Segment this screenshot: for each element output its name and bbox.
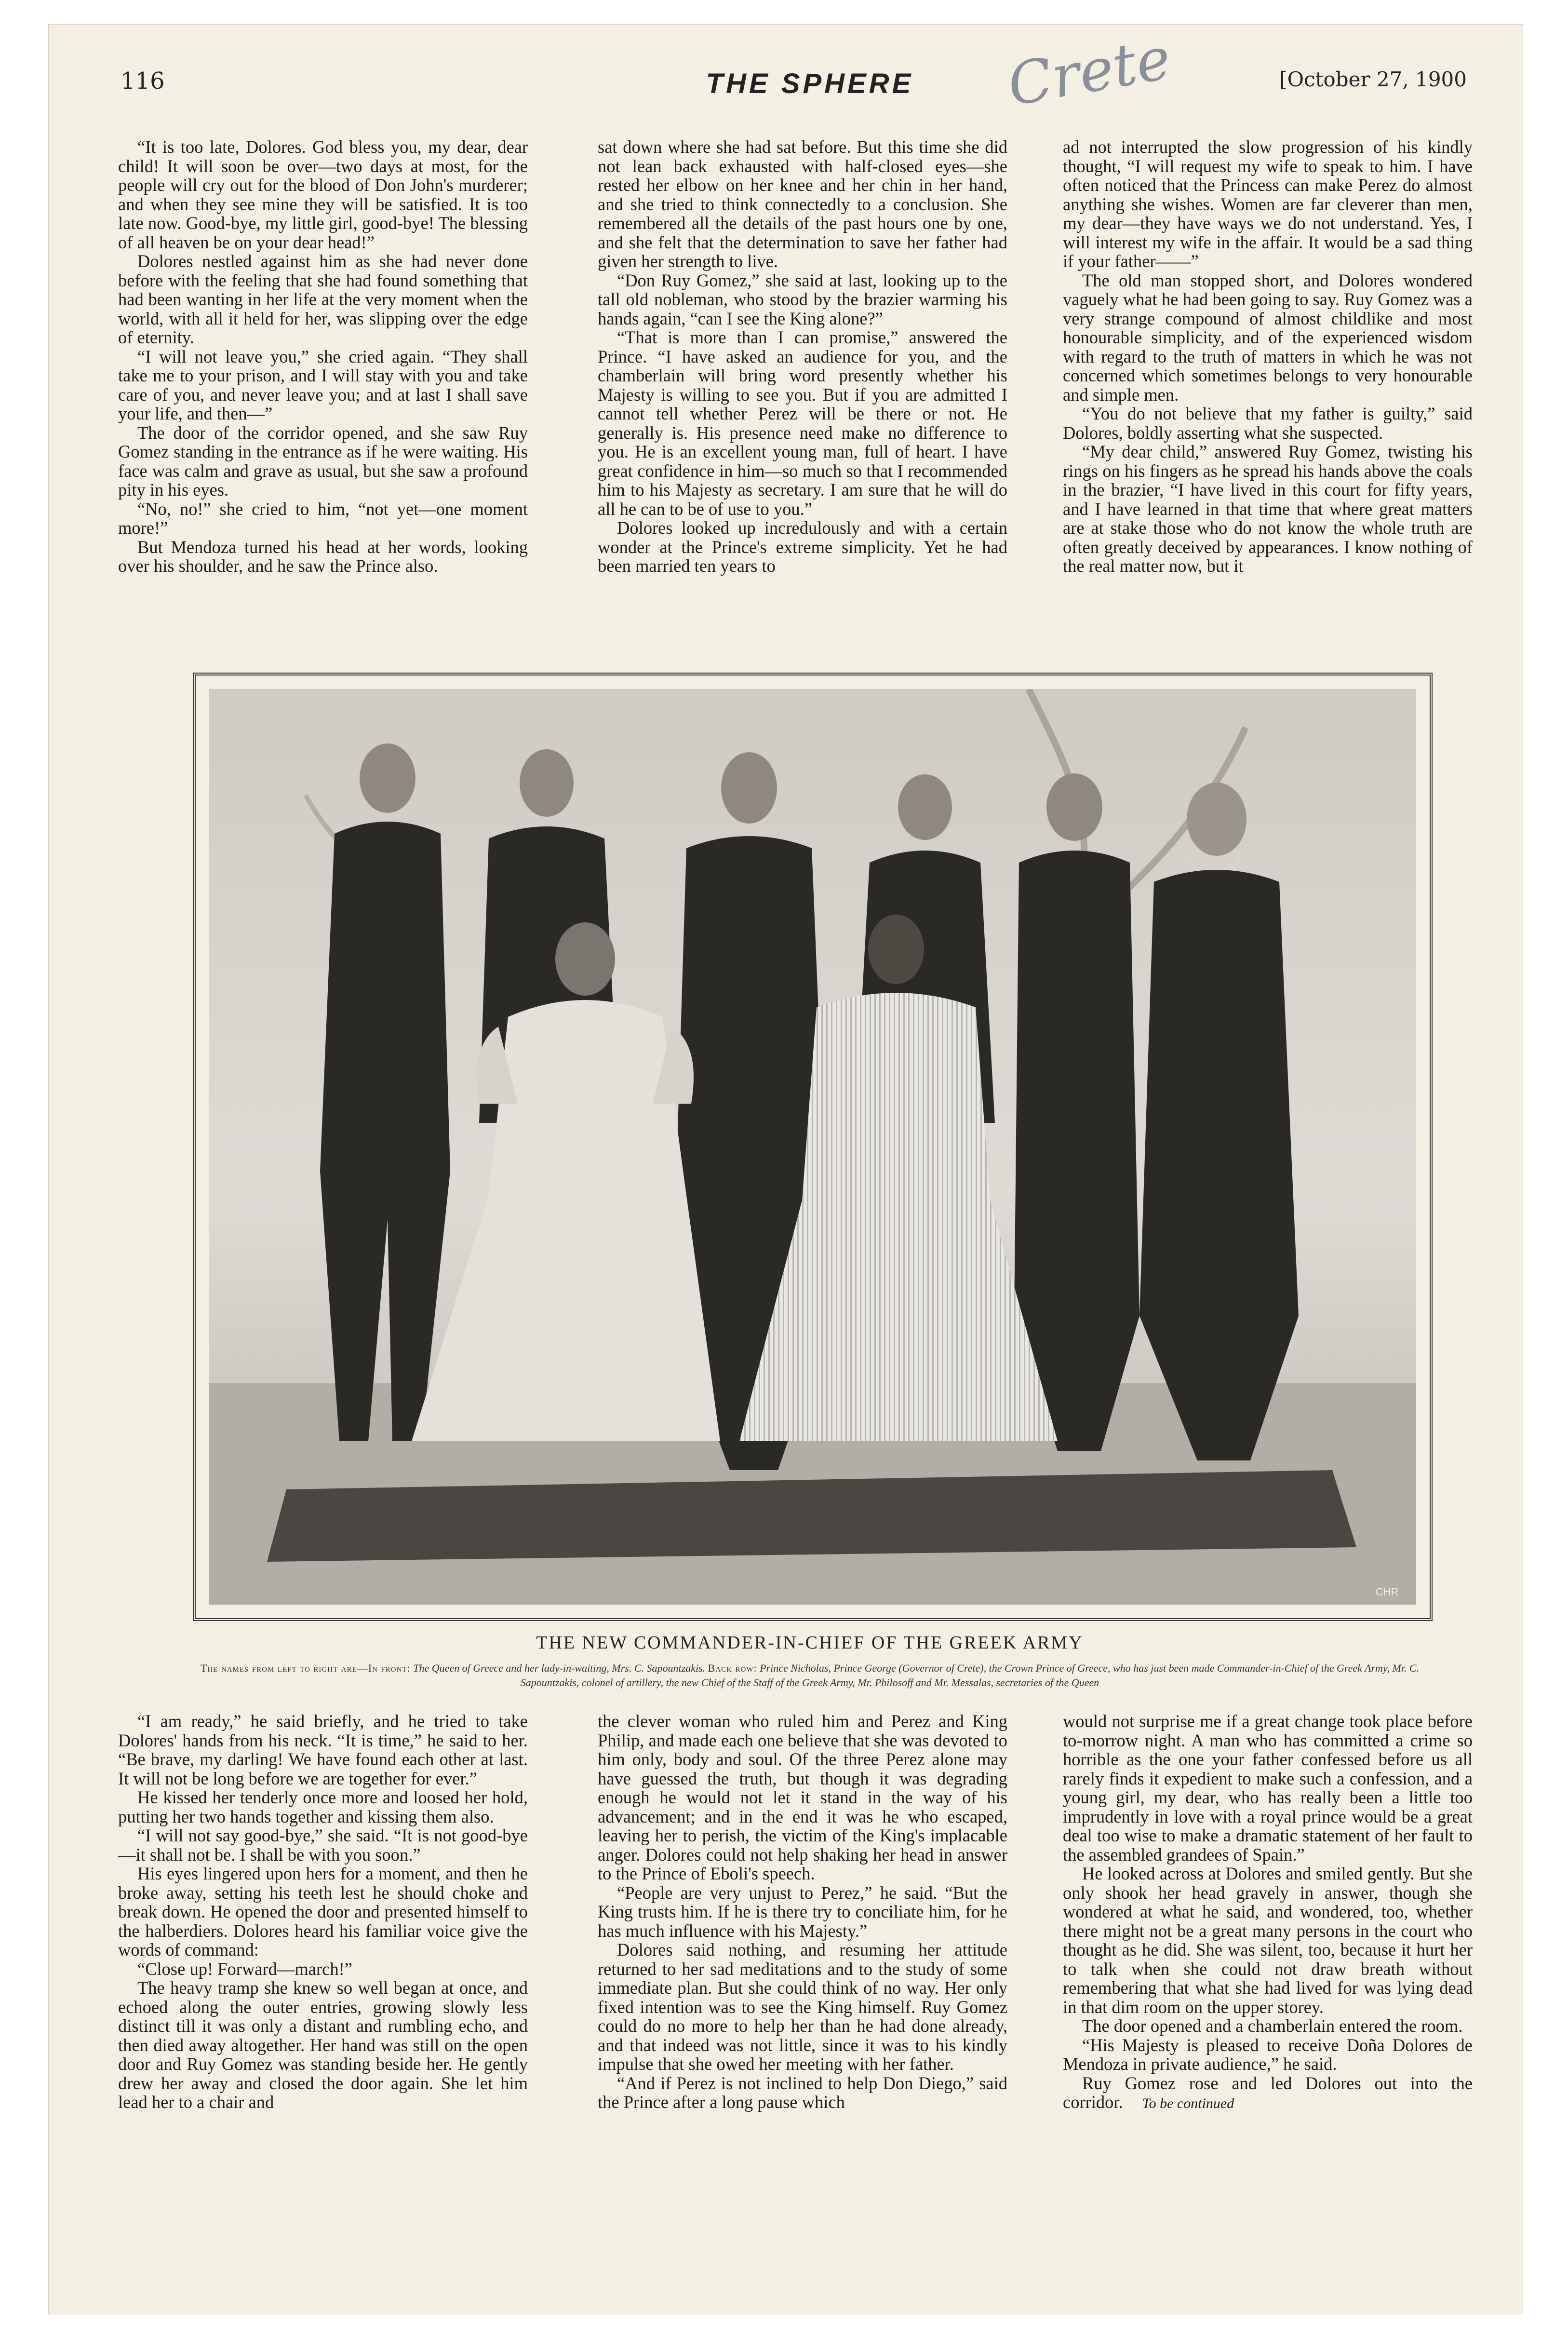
photo-caption (183, 1661, 1436, 1690)
caption-back-row: Prince Nicholas, Prince George (Governor of Crete), the Crown Prince of Greece, who has just been made Commander-in-Chief of the Greek Army, Mr. C. Sapountzakis, colonel of artillery, the new Chief of the Staff of the Greek Army, Mr. Philosoff and Mr. Messalas, secretaries of the Queen (520, 1662, 1420, 1689)
paragraph: “That is more than I can promise,” answered the Prince. “I have asked an audience for you, and the chamberlain will bring word presently whether his Majesty is willing to see you. But if you are admitted I cannot tell whether Perez will be there or not. He generally is. His presence need make no difference to you. He is an excellent young man, full of heart. I have great confidence in him—so much so that I recommended him to his Majesty as secretary. I am sure that he will do all he can to be of use to you.” (598, 327, 1007, 519)
standing-figure (1014, 773, 1139, 1451)
to-be-continued: To be continued (1142, 2095, 1234, 2111)
paragraph: He kissed her tenderly once more and loosed her hold, putting her two hands together and kissing them also. (118, 1787, 528, 1826)
paragraph: “It is too late, Dolores. God bless you, my dear, dear child! It will soon be over—two days at most, for the people will cry out for the blood of Don John's murderer; and when they see mine they will be satisfied. It is too late now. Good-bye, my little girl, good-bye! The blessing of all heaven be on your dear head!” (118, 137, 528, 252)
paragraph: “I am ready,” he said briefly, and he tried to take Dolores' hands from his neck. “It is time,” he said to her. “Be brave, my darling! We have found each other at last. It will not be long before we are together for ever.” (118, 1712, 528, 1788)
photo-frame (193, 673, 1433, 1621)
paragraph: Dolores nestled against him as she had never done before with the feeling that she had found something that had been wanting in her life at the very moment when the world, with all it held for her, was slipping over the edge of eternity. (118, 251, 528, 347)
paragraph: The old man stopped short, and Dolores wondered vaguely what he had been going to say. Ruy Gomez was a very strange compound of almost childlike and most honourable simplicity, and of the experienced wisdom with regard to the truth of matters in which he was not concerned which sometimes belongs to very honourable and simple men. (1063, 270, 1473, 405)
page-number: 116 (121, 68, 165, 95)
column-top-3 (1063, 137, 1473, 649)
paragraph: “I will not say good-bye,” she said. “It is not good-bye—it shall not be. I shall be with you soon.” (118, 1825, 528, 1865)
paragraph: The door of the corridor opened, and she saw Ruy Gomez standing in the entrance as if he were waiting. His face was calm and grave as usual, but she saw a profound pity in his eyes. (118, 422, 528, 500)
paragraph: But Mendoza turned his head at her words, looking over his shoulder, and he saw the Prince also. (118, 537, 528, 576)
masthead: THE SPHERE (706, 68, 914, 99)
paragraph: “And if Perez is not inclined to help Don Diego,” said the Prince after a long pause which (598, 2073, 1007, 2112)
paragraph (1063, 2074, 1473, 2113)
paragraph: The door opened and a chamberlain entered the room. (1082, 2016, 1463, 2036)
paragraph: “I will not leave you,” she cried again. “They shall take me to your prison, and I will stay with you and take care of you, and never leave you; and at last I shall save your life, and then—” (118, 346, 528, 423)
paragraph: would not surprise me if a great change took place before to-morrow night. A man who has committed a crime so horrible as the one your father confessed before us all rarely finds it expedient to make such a confession, and a young girl, my dear, who has really been a little too imprudently in love with a royal prince would be a great deal too wise to make a dramatic statement of her fault to the assembled grandees of Spain.” (1063, 1712, 1473, 1865)
paragraph: the clever woman who ruled him and Perez and King Philip, and made each one believe that she was devoted to him only, body and soul. Of the three Perez alone may have guessed the truth, but though it was degrading enough he would not let it stand in the way of his advancement; and in the end it was he who escaped, leaving her to perish, the victim of the King's implacable anger. Dolores could not help shaking her head in answer to the Prince of Eboli's speech. (598, 1712, 1007, 1883)
column-bottom-3 (1063, 1712, 1473, 2223)
photo-title: THE NEW COMMANDER-IN-CHIEF OF THE GREEK ARMY (536, 1633, 1084, 1653)
paragraph: “His Majesty is pleased to receive Doña Dolores de Mendoza in private audience,” he said. (1063, 2035, 1473, 2074)
standing-figure (1139, 783, 1299, 1460)
portrait-illustration (209, 689, 1416, 1605)
paragraph: Dolores said nothing, and resuming her attitude returned to her sad meditations and to the study of some immediate plan. But she could think of no way. Her only fixed intention was to see the King himself. Ruy Gomez could do no more to help her than he had done already, and that indeed was not little, since it was to his kindly impulse that she owed her meeting with her father. (598, 1940, 1007, 2074)
caption-back-lead: Back row: (708, 1662, 757, 1674)
paragraph: “No, no!” she cried to him, “not yet—one moment more!” (118, 499, 528, 538)
column-bottom-1 (118, 1712, 528, 2223)
photographer-mark: CHR (1376, 1586, 1399, 1598)
paragraph: “You do not believe that my father is guilty,” said Dolores, boldly asserting what she suspected. (1063, 404, 1473, 443)
paragraph: The heavy tramp she knew so well began at once, and echoed along the outer entries, growing slowly less distinct till it was only a distant and rumbling echo, and then died away altogether. Her hand was still on the open door and Ruy Gomez was standing beside her. He gently drew her away and closed the door again. She let him lead her to a chair and (118, 1978, 528, 2112)
final-line: Ruy Gomez rose and led Dolores out into the corridor. (1063, 2073, 1473, 2112)
column-top-1 (118, 137, 528, 649)
issue-date: [October 27, 1900 (1279, 68, 1467, 91)
paragraph: “People are very unjust to Perez,” he said. “But the King trusts him. If he is there try to conciliate him, for he has much influence with his Majesty.” (598, 1882, 1007, 1941)
paragraph: “Don Ruy Gomez,” she said at last, looking up to the tall old nobleman, who stood by the brazier warming his hands again, “can I see the King alone?” (598, 270, 1007, 328)
column-top-2 (598, 137, 1007, 649)
group-portrait-photo (209, 689, 1416, 1605)
paragraph: sat down where she had sat before. But this time she did not lean back exhausted with half-closed eyes—she rested her elbow on her knee and her chin in her hand, and she tried to think connectedly to a conclusion. She remembered all the details of the past hours one by one, and she felt that the determination to save her father had given her strength to live. (598, 137, 1007, 271)
paragraph: “My dear child,” answered Ruy Gomez, twisting his rings on his fingers as he spread his hands above the coals in the brazier, “I have lived in this court for fifty years, and I have learned in that time that where great matters are at stake those who do not know the whole truth are often greatly deceived by appearances. I know nothing of the real matter now, but it (1063, 442, 1473, 576)
column-bottom-2 (598, 1712, 1007, 2223)
paragraph: ad not interrupted the slow progression of his kindly thought, “I will request my wife to speak to him. I have often noticed that the Princess can make Perez do almost anything she wishes. Women are far cleverer than men, my dear—they have ways we do not understand. Yes, I will interest my wife in the affair. It would be a sad thing if your father——” (1063, 137, 1473, 271)
paragraph: His eyes lingered upon hers for a moment, and then he broke away, setting his teeth lest he should choke and break down. He opened the door and presented himself to the halberdiers. Dolores heard his familiar voice give the words of command: (118, 1864, 528, 1960)
paragraph: He looked across at Dolores and smiled gently. But she only shook her head gravely in answer, though she wondered at what he said, and wondered, too, whether there might not be a great many persons in the court who thought as he did. She was silent, too, because it hurt her to talk when she could not draw breath without remembering that what she had lived for was lying dead in that dim room on the upper storey. (1063, 1864, 1473, 2017)
caption-lead: The names from left to right are—In front: (200, 1662, 411, 1674)
paragraph: Dolores looked up incredulously and with a certain wonder at the Prince's extreme simplicity. Yet he had been married ten years to (598, 518, 1007, 576)
paragraph: “Close up! Forward—march!” (137, 1959, 352, 1979)
handwritten-annotation: Crete (1003, 25, 1176, 120)
caption-front-row: The Queen of Greece and her lady-in-waiting, Mrs. C. Sapountzakis. (413, 1662, 706, 1674)
